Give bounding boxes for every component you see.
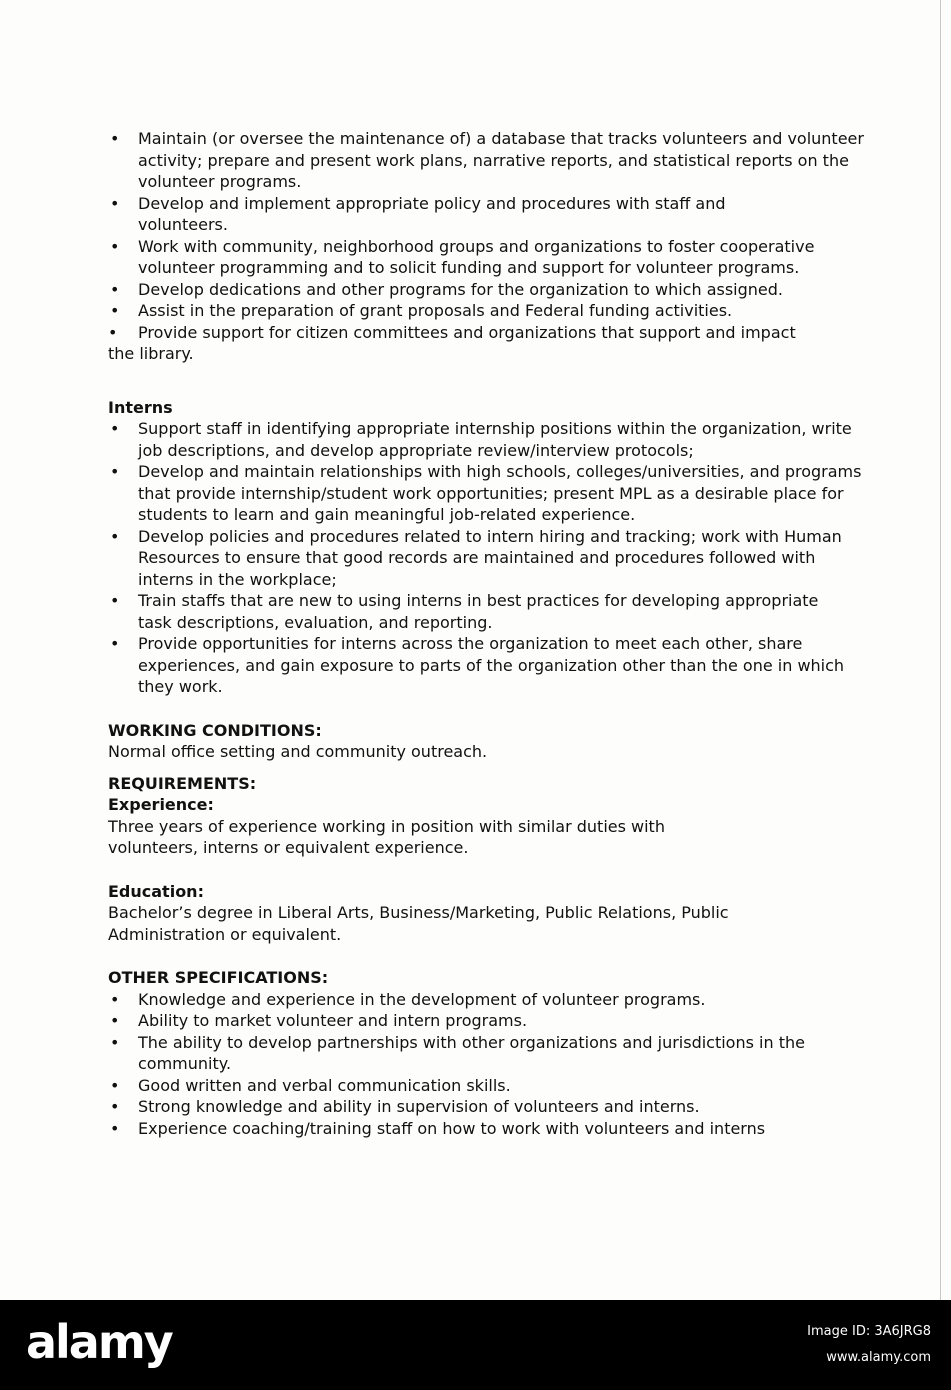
requirements-heading: REQUIREMENTS: <box>108 773 257 793</box>
list-item: • Work with community, neighborhood groups and organizations to foster cooperative volunteer programming and to solicit funding and support for volunteer programs. <box>108 236 893 279</box>
bullet-icon: • <box>108 322 118 342</box>
list-item: • Knowledge and experience in the development of volunteer programs. <box>108 989 828 1011</box>
list-item: • Develop and maintain relationships with high schools, colleges/universities, and programs that provide internship/student work opportunities; present MPL as a desirable place for students to learn and gain meaningful job-related experience. <box>108 461 868 526</box>
list-item: • Develop policies and procedures related to intern hiring and tracking; work with Human Resources to ensure that good records are maintained and procedures followed with interns in the workplace; <box>108 526 868 591</box>
list-item: • Maintain (or oversee the maintenance of) a database that tracks volunteers and volunteer activity; prepare and present work plans, narrative reports, and statistical reports on the volunteer programs. <box>108 128 893 193</box>
list-item: • Ability to market volunteer and intern programs. <box>108 1010 828 1032</box>
interns-list <box>108 418 868 698</box>
volunteer-duties-list <box>108 128 893 365</box>
experience-text: Three years of experience working in position with similar duties with volunteers, interns or equivalent experience. <box>108 816 665 857</box>
image-id-label: Image ID: 3A6JRG8 <box>807 1324 931 1339</box>
list-item: • Strong knowledge and ability in supervision of volunteers and interns. <box>108 1096 828 1118</box>
list-item-continuation: the library. <box>108 344 194 363</box>
working-conditions-text: Normal office setting and community outreach. <box>108 742 488 761</box>
list-item-hanging <box>108 322 893 365</box>
list-item: • Develop and implement appropriate policy and procedures with staff and volunteers. <box>108 193 893 236</box>
education-heading: Education: <box>108 881 204 901</box>
list-item: • Develop dedications and other programs for the organization to which assigned. <box>108 279 893 301</box>
other-specifications-heading: OTHER SPECIFICATIONS: <box>108 968 329 987</box>
alamy-logo: alamy <box>26 1315 172 1369</box>
list-item: • Assist in the preparation of grant proposals and Federal funding activities. <box>108 300 893 322</box>
page-edge-line <box>940 0 941 1300</box>
interns-heading: Interns <box>108 397 173 417</box>
experience-heading: Experience: <box>108 795 214 814</box>
list-item: • Experience coaching/training staff on how to work with volunteers and interns <box>108 1118 828 1140</box>
list-item-first-line: Provide support for citizen committees and organizations that support and impact <box>138 322 796 342</box>
education-text: Bachelor’s degree in Liberal Arts, Business/Marketing, Public Relations, Public Administration or equivalent. <box>108 903 729 944</box>
list-item: • Good written and verbal communication skills. <box>108 1075 828 1097</box>
watermark-footer <box>0 1300 951 1390</box>
list-item: • Support staff in identifying appropriate internship positions within the organization, write job descriptions, and develop appropriate review/interview protocols; <box>108 418 868 461</box>
list-item: • The ability to develop partnerships with other organizations and jurisdictions in the community. <box>108 1032 828 1075</box>
list-item: • Train staffs that are new to using interns in best practices for developing appropriate task descriptions, evaluation, and reporting. <box>108 590 868 633</box>
document-content <box>108 128 893 1139</box>
working-conditions-heading: WORKING CONDITIONS: <box>108 720 322 740</box>
site-url-label: www.alamy.com <box>826 1350 931 1365</box>
list-item: • Provide opportunities for interns across the organization to meet each other, share experiences, and gain exposure to parts of the organization other than the one in which they work. <box>108 633 868 698</box>
other-specifications-list <box>108 989 828 1140</box>
